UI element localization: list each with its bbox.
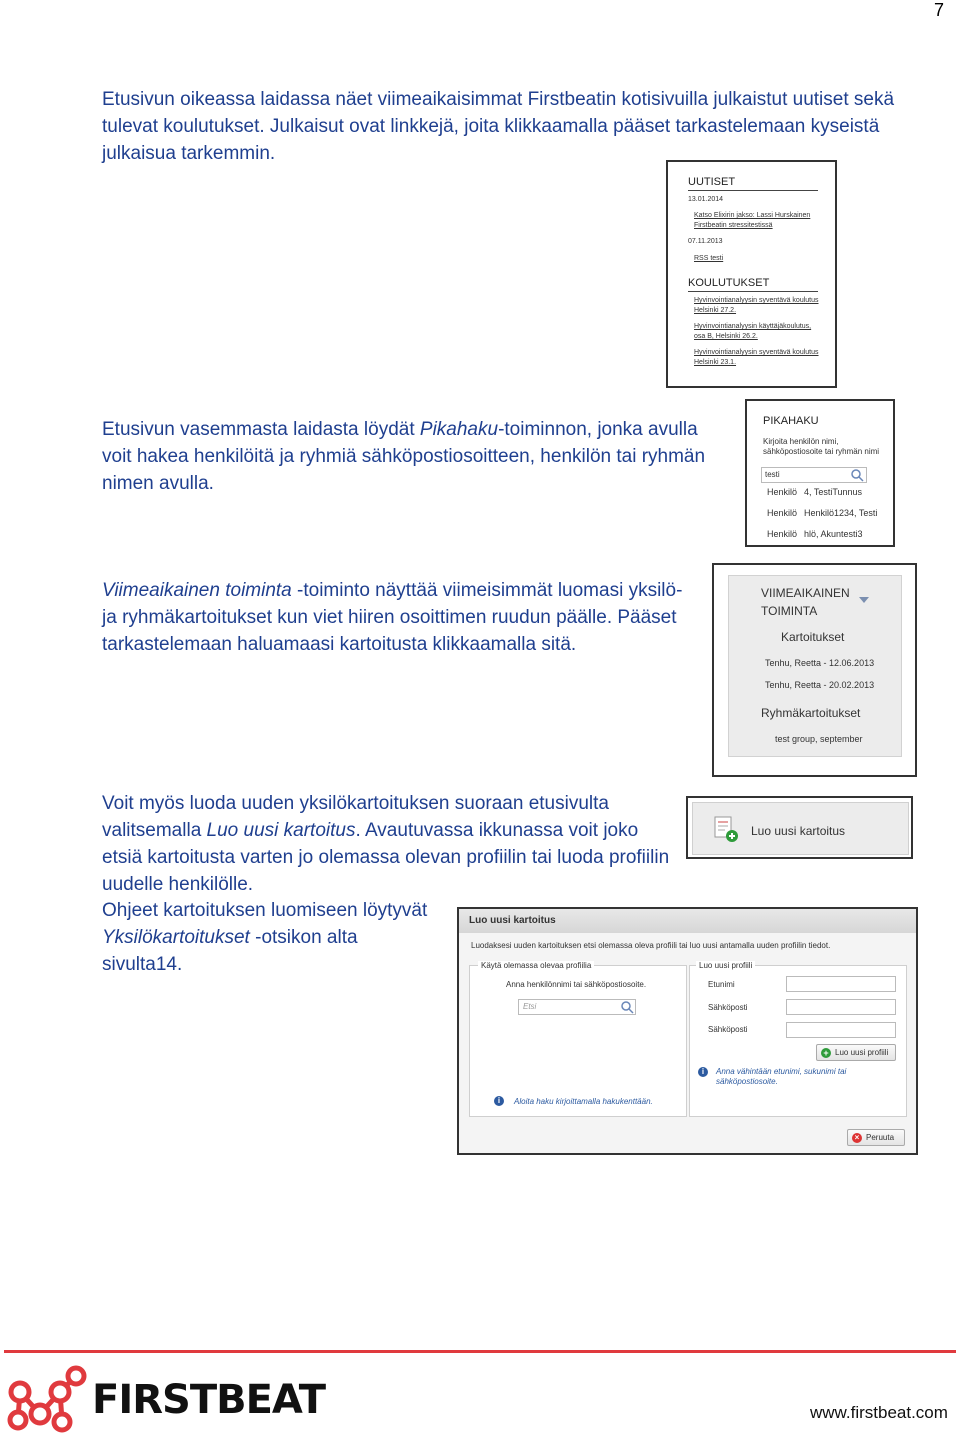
info-icon: i: [494, 1096, 504, 1106]
new-survey-button[interactable]: [692, 802, 909, 855]
new-survey-label: Luo uusi kartoitus: [751, 824, 846, 838]
para2-italic: Pikahaku: [419, 419, 499, 440]
recent-survey-1[interactable]: Tenhu, Reetta - 12.06.2013: [765, 658, 875, 668]
create-profile-button[interactable]: [816, 1044, 896, 1061]
dialog-title: Luo uusi kartoitus: [469, 915, 556, 926]
quicksearch-result-1-type[interactable]: Henkilö: [767, 487, 798, 497]
document-add-icon: [713, 815, 741, 850]
quicksearch-title: PIKAHAKU: [763, 415, 819, 427]
first-name-field[interactable]: [786, 976, 896, 992]
course-link-2[interactable]: Hyvinvointianalyysin käyttäjäkoulutus, osa B, Helsinki 26.2.: [694, 323, 812, 340]
course-link-1[interactable]: Hyvinvointianalyysin syventävä koulutus Helsinki 27.2.: [694, 297, 819, 314]
first-name-label: Etunimi: [708, 980, 735, 989]
recent-survey-2[interactable]: Tenhu, Reetta - 20.02.2013: [765, 680, 875, 690]
courses-title: KOULUTUKSET: [688, 277, 770, 289]
recent-title-line1: VIIMEAIKAINEN: [761, 586, 850, 600]
email-field-2[interactable]: [786, 1022, 896, 1038]
para4-after: . Avautuvassa ikkunassa voit joko etsiä kartoitusta varten jo olemassa olevan profiilin tai luoda profiilin uudelle henkilölle.: [102, 820, 670, 895]
recent-group-1[interactable]: test group, september: [775, 734, 863, 744]
plus-icon: +: [821, 1048, 831, 1058]
para4-before: Voit myös luoda uuden yksilökartoituksen suoraan etusivulta valitsemalla: [102, 793, 609, 841]
dialog-intro: Luodaksesi uuden kartoituksen etsi olemassa oleva profiili tai luo uusi antamalla uuden profiilin tiedot.: [471, 941, 831, 950]
new-profile-fieldset: [689, 961, 907, 1117]
info-icon: i: [698, 1067, 708, 1077]
paragraph-create: [102, 790, 677, 898]
page-number: 7: [933, 0, 944, 20]
email-field-1[interactable]: [786, 999, 896, 1015]
para2-before: Etusivun vasemmasta laidasta löydät: [102, 419, 420, 440]
recent-panel[interactable]: [728, 575, 902, 757]
quicksearch-result-3-name[interactable]: hlö, Akuntesti3: [804, 529, 863, 539]
chevron-down-icon[interactable]: [859, 597, 869, 603]
new-survey-screenshot: [686, 796, 913, 859]
paragraph-quicksearch: [102, 416, 712, 497]
courses-divider: [688, 291, 818, 292]
brand-name: FIRSTBEAT: [92, 1377, 326, 1423]
recent-title-line2: TOIMINTA: [761, 604, 818, 618]
news-date-2: 07.11.2013: [688, 238, 723, 245]
news-screenshot: [666, 160, 837, 388]
para5-before: Ohjeet kartoituksen luomiseen löytyvät: [102, 900, 428, 921]
firstbeat-logo-icon: [4, 1364, 90, 1441]
dialog-titlebar: [459, 909, 916, 933]
paragraph-news: Etusivun oikeassa laidassa näet viimeaikaisimmat Firstbeatin kotisivuilla julkaistut uutiset sekä tulevat koulutukset. Julkaisut ovat linkkejä, joita klikkaamalla pääset tarkastelemaan kyseistä julkaisua tarkemmin.: [102, 89, 895, 164]
existing-profile-legend: Käytä olemassa olevaa profiilia: [478, 961, 594, 971]
para4-italic: Luo uusi kartoitus: [206, 820, 356, 841]
create-profile-label: Luo uusi profiili: [835, 1048, 889, 1057]
email-label-1: Sähköposti: [708, 1003, 748, 1012]
footer-url[interactable]: www.firstbeat.com: [810, 1403, 948, 1422]
quicksearch-result-3-type[interactable]: Henkilö: [767, 529, 798, 539]
new-profile-legend: Luo uusi profiili: [696, 961, 755, 971]
footer-divider: [4, 1350, 956, 1353]
para3-italic: Viimeaikainen toiminta: [102, 580, 292, 601]
paragraph-instructions: [102, 897, 432, 978]
news-link-2[interactable]: RSS testi: [694, 255, 724, 262]
cancel-label: Peruuta: [866, 1133, 895, 1142]
existing-profile-fieldset: [469, 961, 687, 1117]
existing-profile-info: Aloita haku kirjoittamalla hakukenttään.: [514, 1097, 653, 1106]
quicksearch-screenshot: [745, 399, 895, 547]
search-icon[interactable]: [620, 1000, 634, 1019]
quicksearch-result-2-type[interactable]: Henkilö: [767, 508, 798, 518]
para3-after: -toiminto näyttää viimeisimmät luomasi yksilö- ja ryhmäkartoitukset kun viet hiiren osoittimen ruudun päälle. Pääset tarkastelemaan haluamaasi kartoitusta klikkaamalla sitä.: [102, 580, 683, 655]
quicksearch-hint: Kirjoita henkilön nimi, sähköpostiosoite tai ryhmän nimi: [763, 437, 880, 456]
cancel-button[interactable]: [847, 1129, 905, 1146]
recent-section-surveys: Kartoitukset: [781, 630, 845, 644]
news-link-1[interactable]: Katso Elixirin jakso: Lassi Hurskainen Firstbeatin stressitestissä: [694, 212, 811, 229]
news-divider: [688, 190, 818, 191]
recent-section-group: Ryhmäkartoitukset: [761, 706, 861, 720]
close-icon: ×: [852, 1133, 862, 1143]
dialog-screenshot: [457, 907, 918, 1155]
quicksearch-input[interactable]: testi: [761, 467, 867, 483]
para2-after: -toiminnon, jonka avulla voit hakea henkilöitä ja ryhmiä sähköpostiosoitteen, henkilön tai ryhmän nimen avulla.: [102, 419, 706, 494]
quicksearch-result-2-name[interactable]: Henkilö1234, Testi: [804, 508, 878, 518]
quicksearch-result-1-name[interactable]: 4, TestiTunnus: [804, 487, 863, 497]
paragraph-recent: [102, 577, 702, 658]
news-date-1: 13.01.2014: [688, 196, 724, 203]
search-icon[interactable]: [850, 468, 864, 487]
news-title: UUTISET: [688, 176, 736, 188]
existing-profile-hint: Anna henkilönnimi tai sähköpostiosoite.: [506, 980, 647, 989]
profile-search-input[interactable]: Etsi: [518, 999, 636, 1015]
email-label-2: Sähköposti: [708, 1025, 748, 1034]
para5-after: -otsikon alta sivulta14.: [102, 927, 358, 975]
course-link-3[interactable]: Hyvinvointianalyysin syventävä koulutus Helsinki 23.1.: [694, 349, 819, 366]
recent-title: [761, 584, 850, 620]
recent-screenshot: [712, 563, 917, 777]
para5-italic: Yksilökartoitukset: [102, 927, 250, 948]
new-profile-info: Anna vähintään etunimi, sukunimi tai sähköpostiosoite.: [716, 1067, 847, 1086]
